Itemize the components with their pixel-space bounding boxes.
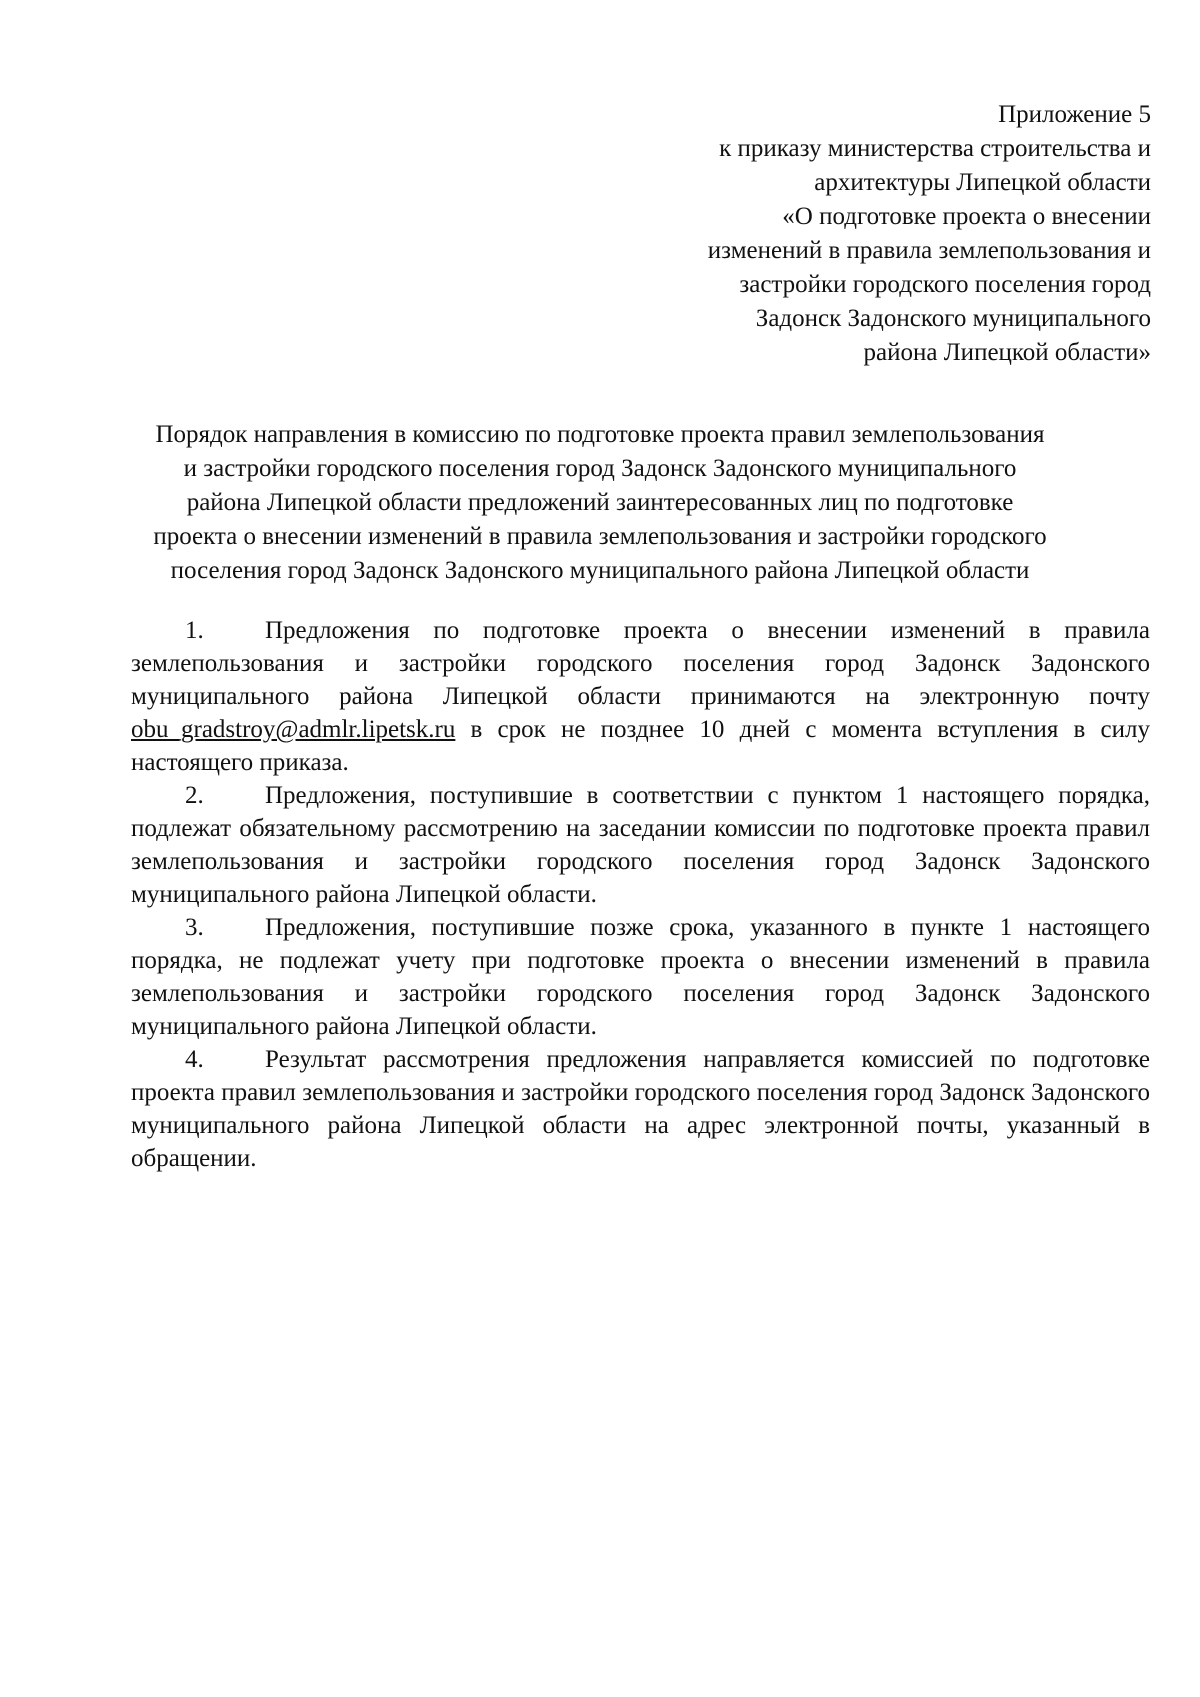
appendix-line: Приложение 5 xyxy=(998,101,1151,128)
title-line: поселения город Задонск Задонского муниципального района Липецкой области xyxy=(170,557,1030,584)
paragraph-2 xyxy=(131,779,1150,911)
title-line: проекта о внесении изменений в правила землепользования и застройки городского xyxy=(153,523,1047,550)
paragraph-number: 1. xyxy=(185,617,204,644)
paragraph-1 xyxy=(131,614,1150,779)
appendix-line: района Липецкой области» xyxy=(863,339,1151,366)
paragraph-text: Предложения, поступившие позже срока, указанного в пункте 1 настоящего порядка, не подлежат учету при подготовке проекта о внесении изменений в правила землепользования и застройки городского поселения город Задонск Задонского муниципального района Липецкой области. xyxy=(131,914,1150,1040)
paragraph-text: Результат рассмотрения предложения направляется комиссией по подготовке проекта правил землепользования и застройки городского поселения город Задонск Задонского муниципального района Липецкой области на адрес электронной почты, указанный в обращении. xyxy=(131,1046,1150,1172)
appendix-header xyxy=(591,98,1151,370)
appendix-line: изменений в правила землепользования и xyxy=(707,237,1151,264)
paragraph-4 xyxy=(131,1043,1150,1175)
appendix-line: «О подготовке проекта о внесении xyxy=(782,203,1151,230)
title-line: Порядок направления в комиссию по подготовке проекта правил землепользования xyxy=(155,421,1045,448)
paragraph-text: Предложения по подготовке проекта о внесении изменений в правила землепользования и застройки городского поселения город Задонск Задонского муниципального района Липецкой области принимаются на электронную почту xyxy=(131,617,1150,710)
title-line: и застройки городского поселения город Задонск Задонского муниципального xyxy=(183,455,1017,482)
appendix-line: архитектуры Липецкой области xyxy=(814,169,1151,196)
paragraph-number: 3. xyxy=(185,914,204,941)
paragraph-number: 2. xyxy=(185,782,204,809)
document-title xyxy=(60,418,1140,588)
paragraph-text: в срок не позднее 10 дней с момента вступления в силу настоящего приказа. xyxy=(131,716,1150,776)
title-line: района Липецкой области предложений заинтересованных лиц по подготовке xyxy=(186,489,1014,516)
paragraph-3 xyxy=(131,911,1150,1043)
paragraph-text: Предложения, поступившие в соответствии с пунктом 1 настоящего порядка, подлежат обязательному рассмотрению на заседании комиссии по подготовке проекта правил землепользования и застройки городского поселения город Задонск Задонского муниципального района Липецкой области. xyxy=(131,782,1150,908)
document-body xyxy=(131,614,1150,1175)
email-link[interactable]: obu_gradstroy@admlr.lipetsk.ru xyxy=(131,716,456,743)
appendix-line: Задонск Задонского муниципального xyxy=(755,305,1151,332)
appendix-line: к приказу министерства строительства и xyxy=(719,135,1151,162)
paragraph-number: 4. xyxy=(185,1046,204,1073)
appendix-line: застройки городского поселения город xyxy=(739,271,1151,298)
